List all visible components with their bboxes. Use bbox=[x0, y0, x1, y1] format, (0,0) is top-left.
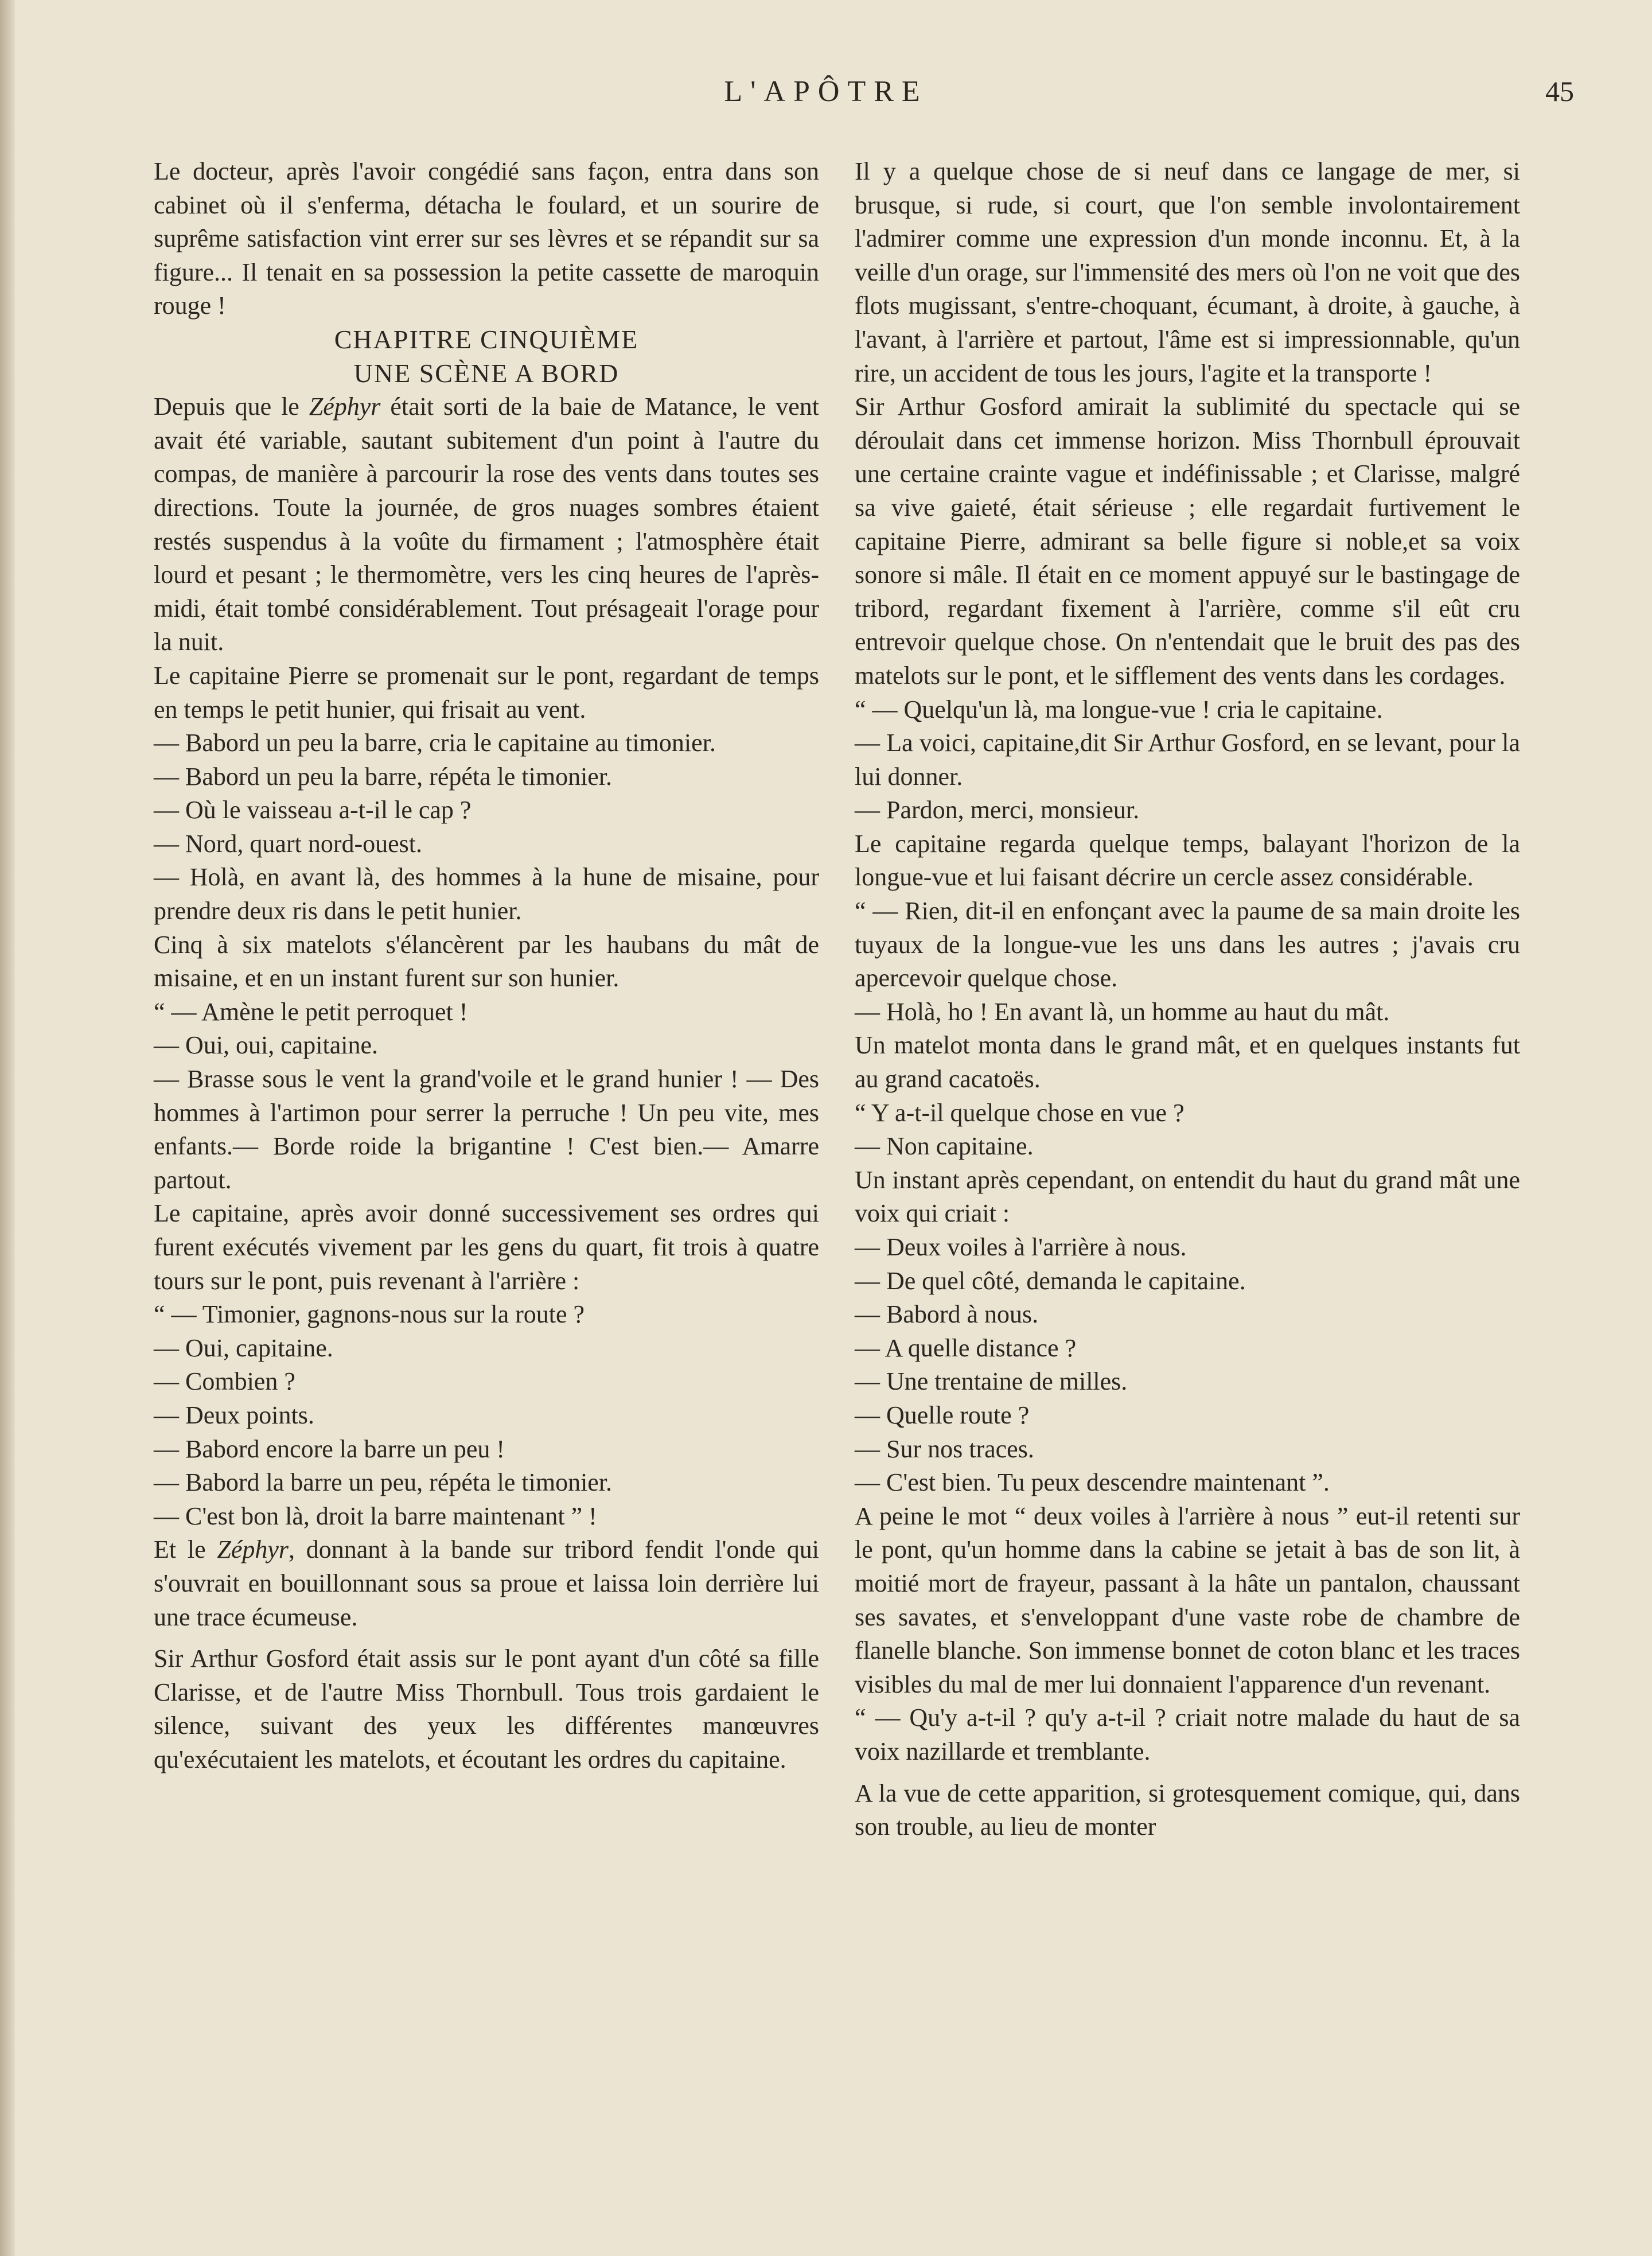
dialogue-line: — Quelle route ? bbox=[855, 1401, 1030, 1429]
page-number: 45 bbox=[1545, 75, 1574, 107]
dialogue-line: — Babord à nous. bbox=[855, 1300, 1039, 1329]
dialogue-line: — Brasse sous le vent la grand'voile et le grand hunier ! — Des hommes à l'artimon pour serrer la perruche ! Un peu vite, mes enfants.— Borde roide la brigantine ! C'est bien.— Amarre partout. bbox=[154, 1065, 819, 1194]
chapter-title: CHAPITRE CINQUIÈME bbox=[334, 324, 639, 354]
dialogue-line: — Babord un peu la barre, répéta le timonier. bbox=[154, 762, 613, 791]
paragraph: Le capitaine, après avoir donné successivement ses ordres qui furent exécutés vivement par les gens du quart, fit trois à quatre tours sur le pont, puis revenant à l'arrière : bbox=[154, 1199, 819, 1295]
dialogue-line: — C'est bien. Tu peux descendre maintenant ”. bbox=[855, 1468, 1330, 1497]
page-edge bbox=[0, 0, 15, 2256]
dialogue-line: — Où le vaisseau a-t-il le cap ? bbox=[154, 796, 472, 824]
paragraph: A la vue de cette apparition, si grotesquement comique, qui, dans son trouble, au lieu de monter bbox=[855, 1779, 1520, 1841]
page-header bbox=[0, 75, 1652, 120]
dialogue-line: — La voici, capitaine,dit Sir Arthur Gosford, en se levant, pour la lui donner. bbox=[855, 729, 1520, 791]
paragraph bbox=[154, 1533, 819, 1634]
dialogue-line: — Babord encore la barre un peu ! bbox=[154, 1434, 505, 1463]
dialogue-line: — Une trentaine de milles. bbox=[855, 1367, 1128, 1396]
paragraph: Cinq à six matelots s'élancèrent par les haubans du mât de misaine, et en un instant furent sur son hunier. bbox=[154, 930, 819, 993]
dialogue-line: — Oui, oui, capitaine. bbox=[154, 1031, 379, 1060]
dialogue-line: — Combien ? bbox=[154, 1367, 295, 1396]
paragraph: Le capitaine Pierre se promenait sur le pont, regardant de temps en temps le petit hunier, qui frisait au vent. bbox=[154, 661, 819, 724]
paragraph: Un instant après cependant, on entendit du haut du grand mât une voix qui criait : bbox=[855, 1165, 1520, 1228]
dialogue-line: — Nord, quart nord-ouest. bbox=[154, 829, 423, 858]
left-column bbox=[154, 155, 819, 1777]
dialogue-line: — Holà, en avant là, des hommes à la hune de misaine, pour prendre deux ris dans le petit hunier. bbox=[154, 863, 819, 925]
ship-name: Zéphyr bbox=[217, 1535, 289, 1564]
dialogue-line: — Holà, ho ! En avant là, un homme au haut du mât. bbox=[855, 997, 1390, 1026]
dialogue-line: — Deux points. bbox=[154, 1401, 314, 1429]
paragraph: Sir Arthur Gosford était assis sur le pont ayant d'un côté sa fille Clarisse, et de l'autre Miss Thornbull. Tous trois gardaient le silence, suivant des yeux les différentes manœuvres qu'exécutaient les matelots, et écoutant les ordres du capitaine. bbox=[154, 1644, 819, 1773]
dialogue-line: “ — Rien, dit-il en enfonçant avec la paume de sa main droite les tuyaux de la longue-vue les uns dans les autres ; j'avais cru apercevoir quelque chose. bbox=[855, 897, 1520, 993]
dialogue-line: “ — Amène le petit perroquet ! bbox=[154, 997, 468, 1026]
dialogue-line: — C'est bon là, droit la barre maintenant ” ! bbox=[154, 1502, 597, 1530]
ship-name: Zéphyr bbox=[309, 392, 381, 421]
chapter-subtitle: UNE SCÈNE A BORD bbox=[353, 358, 620, 388]
paragraph: Il y a quelque chose de si neuf dans ce langage de mer, si brusque, si rude, si court, que l'on semble involontairement l'admirer comme une expression d'un monde inconnu. Et, à la veille d'un orage, sur l'immensité des mers où l'on ne voit que des flots mugissant, s'entre-choquant, écumant, à droite, à gauche, à l'avant, à l'arrière et partout, l'âme est si impressionnable, qu'un rire, un accident de tous les jours, l'agite et la transporte ! bbox=[855, 157, 1520, 387]
text-run: Et le bbox=[154, 1535, 217, 1564]
text-run: Depuis que le bbox=[154, 392, 309, 421]
text-run: , donnant à la bande sur tribord fendit l'onde qui s'ouvrait en bouillonnant sous sa proue et laissa loin derrière lui une trace écumeuse. bbox=[154, 1535, 819, 1631]
dialogue-line: — De quel côté, demanda le capitaine. bbox=[855, 1266, 1246, 1295]
dialogue-line: — Non capitaine. bbox=[855, 1132, 1034, 1161]
paragraph bbox=[154, 390, 819, 659]
running-title: L'APÔTRE bbox=[724, 75, 928, 108]
dialogue-line: — Pardon, merci, monsieur. bbox=[855, 796, 1140, 824]
paragraph: Un matelot monta dans le grand mât, et en quelques instants fut au grand cacatoës. bbox=[855, 1031, 1520, 1094]
dialogue-line: — Babord un peu la barre, cria le capitaine au timonier. bbox=[154, 729, 716, 757]
paragraph: Le docteur, après l'avoir congédié sans façon, entra dans son cabinet où il s'enferma, détacha le foulard, et un sourire de suprême satisfaction vint errer sur ses lèvres et se répandit sur sa figure... Il tenait en sa possession la petite cassette de maroquin rouge ! bbox=[154, 157, 819, 320]
dialogue-line: — Babord la barre un peu, répéta le timonier. bbox=[154, 1468, 613, 1497]
dialogue-line: — Oui, capitaine. bbox=[154, 1333, 333, 1362]
dialogue-line: “ — Timonier, gagnons-nous sur la route ? bbox=[154, 1300, 585, 1329]
text-run: était sorti de la baie de Matance, le vent avait été variable, sautant subitement d'un point à l'autre du compas, de manière à parcourir la rose des vents dans toutes ses directions. Toute la journée, de gros nuages sombres étaient restés suspendus à la voûte du firmament ; l'atmosphère était lourd et pesant ; le thermomètre, vers les cinq heures de l'après-midi, était tombé considérablement. Tout présageait l'orage pour la nuit. bbox=[154, 392, 819, 656]
dialogue-line: — Deux voiles à l'arrière à nous. bbox=[855, 1233, 1187, 1261]
paragraph: Le capitaine regarda quelque temps, balayant l'horizon de la longue-vue et lui faisant décrire un cercle assez considérable. bbox=[855, 829, 1520, 892]
dialogue-line: — A quelle distance ? bbox=[855, 1333, 1077, 1362]
dialogue-line: — Sur nos traces. bbox=[855, 1434, 1034, 1463]
dialogue-line: “ — Quelqu'un là, ma longue-vue ! cria le capitaine. bbox=[855, 695, 1383, 724]
paragraph: Sir Arthur Gosford amirait la sublimité du spectacle qui se déroulait dans cet immense horizon. Miss Thornbull éprouvait une certaine crainte vague et indéfinissable ; et Clarisse, malgré sa vive gaieté, était sérieuse ; elle regardait furtivement le capitaine Pierre, admirant sa belle figure si noble,et sa voix sonore si mâle. Il était en ce moment appuyé sur le bastingage de tribord, regardant fixement à l'arrière, comme s'il eût cru entrevoir quelque chose. On n'entendait que le bruit des pas des matelots sur le pont, et le sifflement des vents dans les cordages. bbox=[855, 392, 1520, 690]
dialogue-line: “ — Qu'y a-t-il ? qu'y a-t-il ? criait notre malade du haut de sa voix nazillarde et tremblante. bbox=[855, 1703, 1520, 1765]
right-column bbox=[855, 155, 1520, 1844]
dialogue-line: “ Y a-t-il quelque chose en vue ? bbox=[855, 1098, 1185, 1127]
paragraph: A peine le mot “ deux voiles à l'arrière à nous ” eut-il retenti sur le pont, qu'un homme dans la cabine se jetait à bas de son lit, à moitié mort de frayeur, passant à la hâte un pantalon, chaussant ses savates, et s'enveloppant d'une vaste robe de chambre de flanelle blanche. Son immense bonnet de coton blanc et les traces visibles du mal de mer lui donnaient l'apparence d'un revenant. bbox=[855, 1502, 1520, 1698]
